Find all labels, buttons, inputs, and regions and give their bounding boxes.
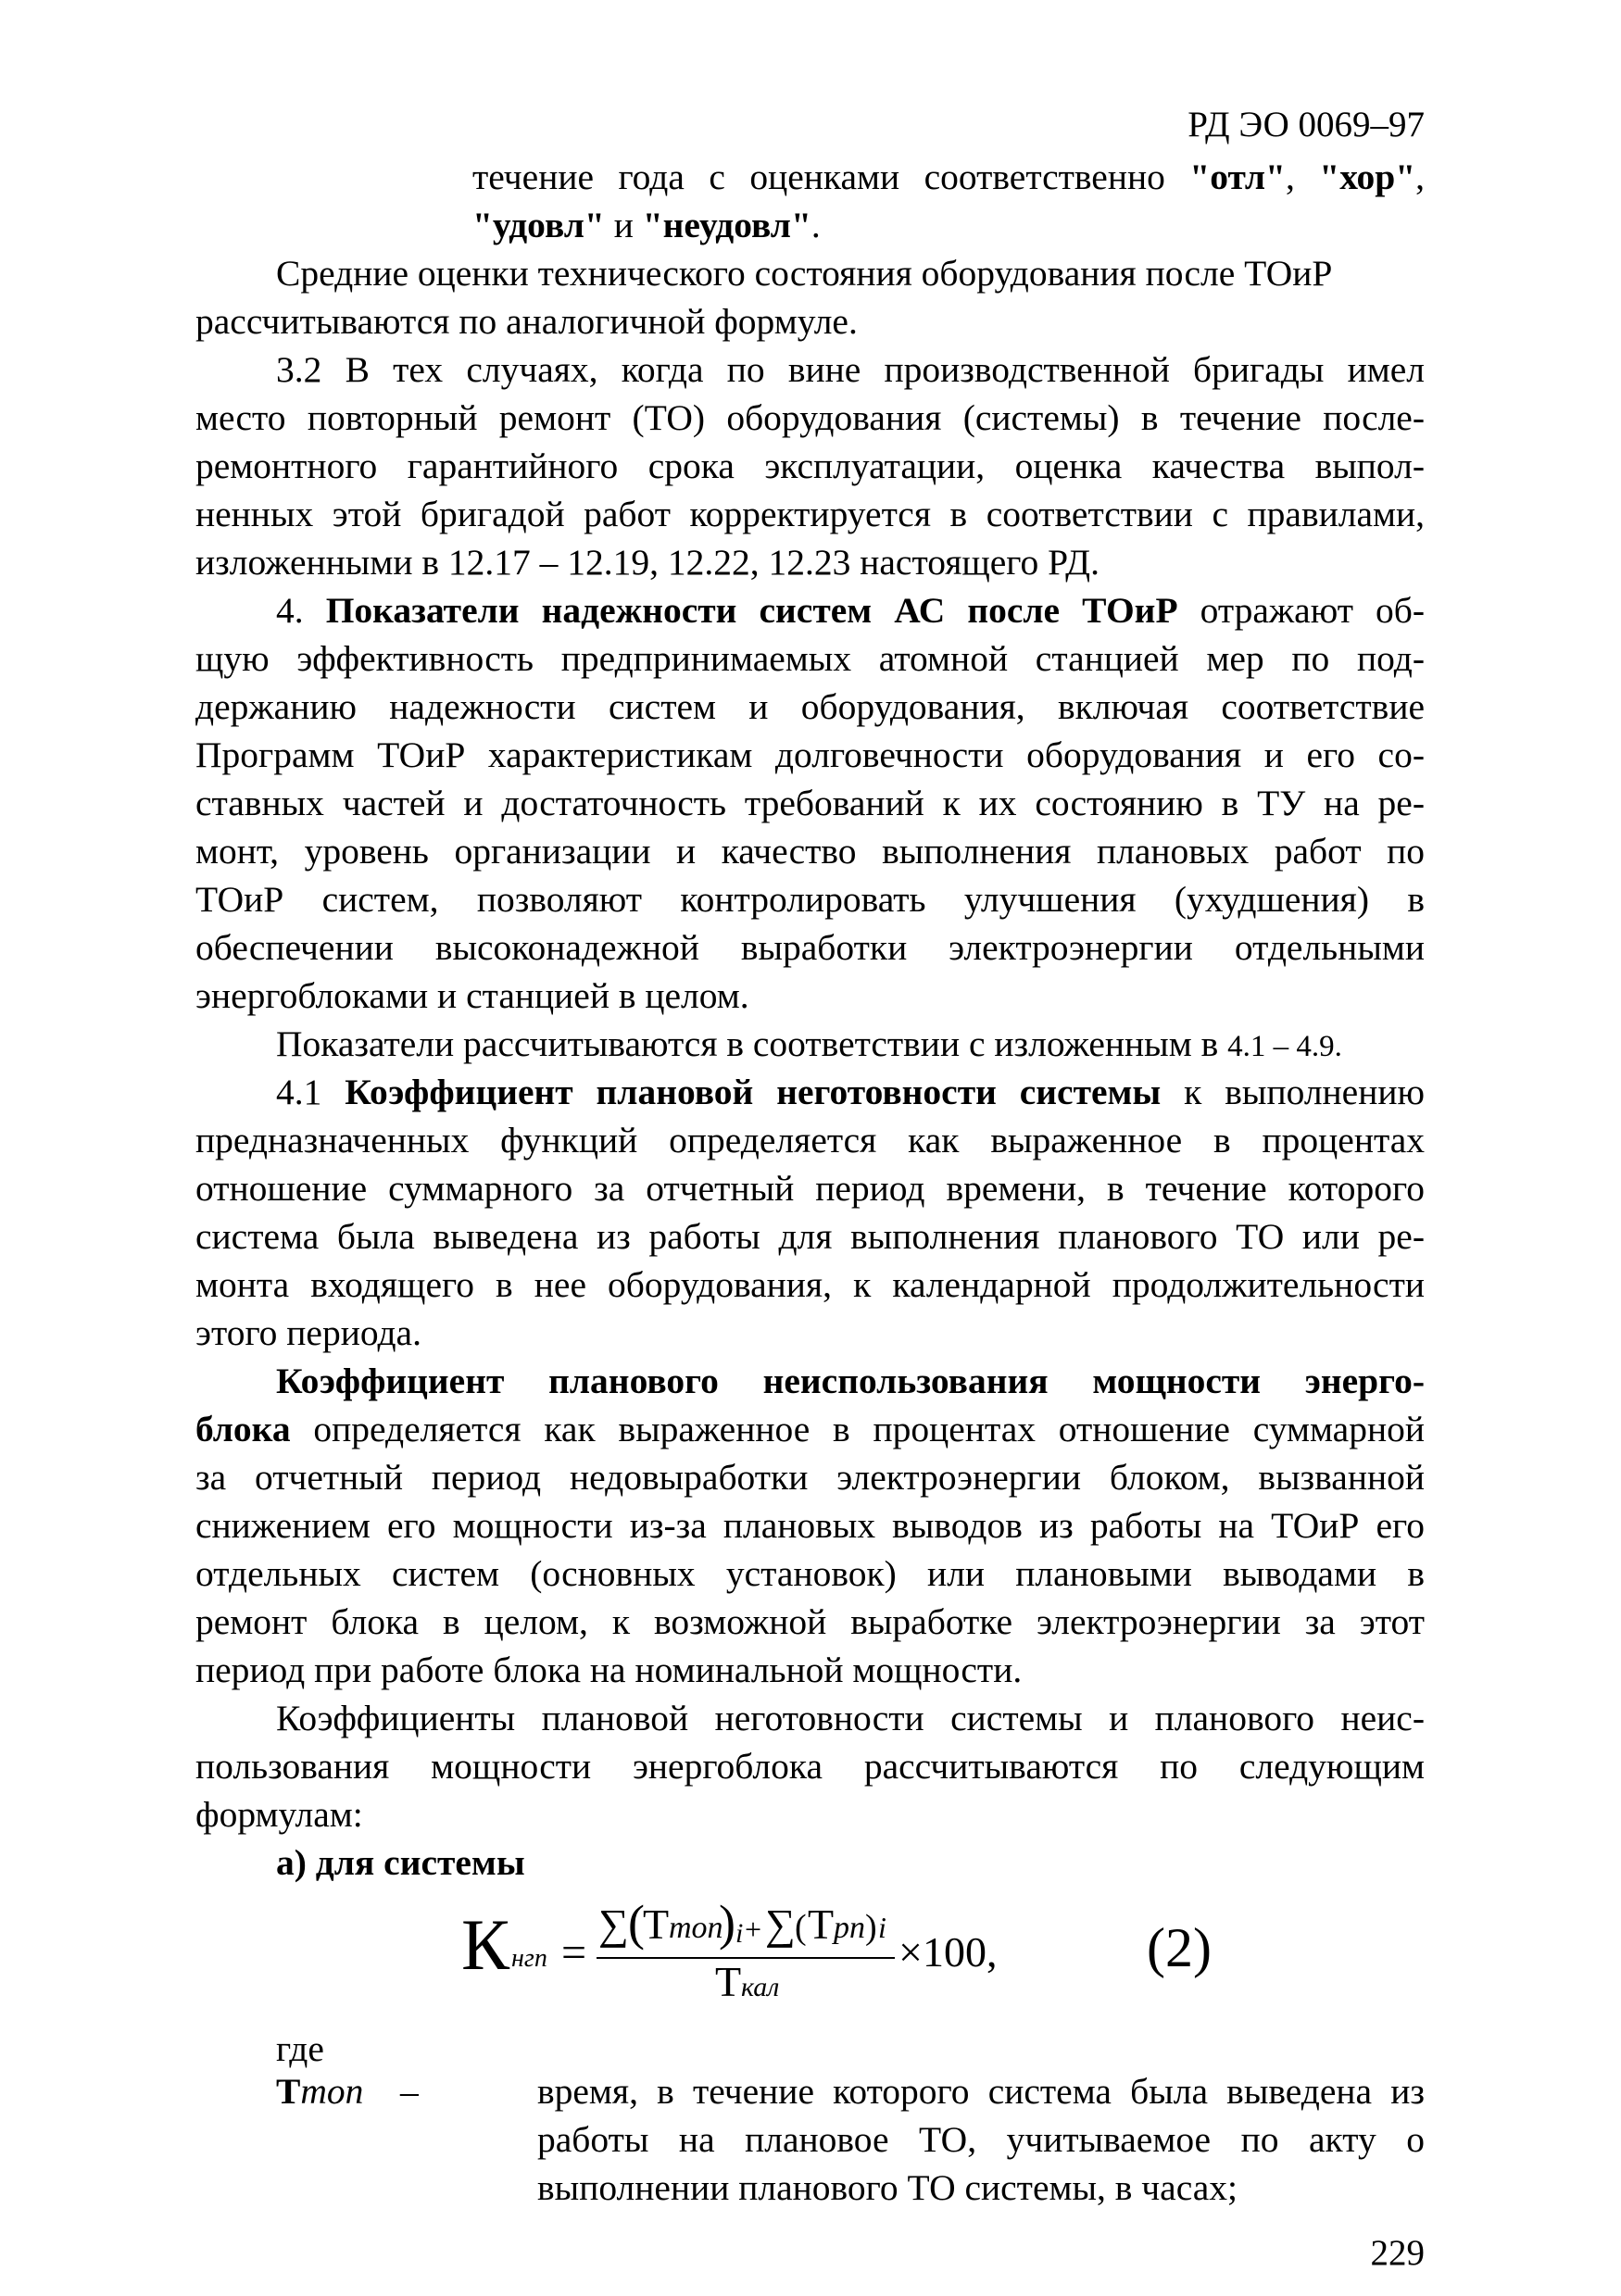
- formula-equals: =: [561, 1928, 587, 1977]
- text-span: и: [604, 205, 643, 245]
- section-reference: 4.1 – 4.9.: [1227, 1030, 1342, 1063]
- paragraph-line: Коэффициенты плановой неготовности системы и планового неис-: [276, 1698, 1425, 1738]
- definition-term: [276, 2067, 363, 2115]
- paragraph-line: ремонтного гарантийного срока эксплуатации, оценка качества выпол-: [195, 445, 1425, 486]
- definition-dash: –: [400, 2071, 419, 2112]
- text-span: ,: [1285, 157, 1320, 197]
- paragraph-line: изложенными в 12.17 – 12.19, 12.22, 12.23 настоящего РД.: [195, 542, 1100, 583]
- section-4-heading-line: [276, 586, 1425, 634]
- formula-T: Т: [808, 1901, 835, 1948]
- paragraph-line: монт, уровень организации и качество выполнения плановых работ по: [195, 831, 1425, 872]
- term-definition: Коэффициент плановой неготовности системы: [345, 1072, 1162, 1112]
- text-span: к выполнению: [1161, 1072, 1425, 1112]
- text-span: ,: [1415, 157, 1425, 197]
- definition-term-subscript: топ: [300, 2071, 364, 2112]
- text-span: определяется как выраженное в процентах отношение суммарной: [290, 1409, 1425, 1449]
- section-title: Показатели надежности систем АС после ТОиР: [325, 590, 1178, 631]
- paragraph-line: ставных частей и достаточность требований к их состоянию в ТУ на ре-: [195, 783, 1425, 823]
- paragraph-line: место повторный ремонт (ТО) оборудования (системы) в течение после-: [195, 397, 1425, 438]
- formula-denominator-subscript: кал: [741, 1972, 780, 2002]
- term-definition: Коэффициент планового неиспользования мощности энерго-: [276, 1361, 1425, 1401]
- formula-sum-1: ∑: [598, 1901, 629, 1948]
- paragraph-line: отношение суммарного за отчетный период времени, в течение которого: [195, 1168, 1425, 1209]
- formula-K: К: [461, 1904, 510, 1985]
- paragraph-line: ТОиР систем, позволяют контролировать улучшения (ухудшения) в: [195, 879, 1425, 920]
- paragraph-line: [276, 1020, 1342, 1071]
- paragraph-line: щую эффективность предпринимаемых атомной станцией мер по под-: [195, 638, 1425, 679]
- section-number: 4.1: [276, 1072, 346, 1112]
- where-label: где: [276, 2028, 324, 2069]
- paragraph-line: 3.2 В тех случаях, когда по вине производственной бригады имел: [276, 349, 1425, 390]
- text-line: [472, 201, 821, 249]
- section-4-1-heading-line: [276, 1068, 1425, 1116]
- paragraph-line: формулам:: [195, 1794, 363, 1835]
- definition-term-T: Т: [276, 2071, 301, 2112]
- paragraph-line: период при работе блока на номинальной мощности.: [195, 1650, 1023, 1690]
- text-line: [472, 153, 1425, 201]
- grade-satisfactory: "удовл": [472, 205, 605, 245]
- paragraph-line: снижением его мощности из-за плановых выводов из работы на ТОиР его: [195, 1505, 1425, 1546]
- section-number: 4.: [276, 590, 326, 631]
- formula-paren: (: [795, 1908, 807, 1947]
- paragraph-line: за отчетный период недовыработки электроэнергии блоком, вызванной: [195, 1457, 1425, 1498]
- text-span: .: [810, 205, 821, 245]
- formula-paren: (: [628, 1895, 645, 1951]
- formula-top-subscript: топ: [669, 1911, 723, 1945]
- formula-plus: +: [745, 1913, 762, 1946]
- paragraph-line: обеспечении высоконадежной выработки электроэнергии отдельными: [195, 927, 1425, 968]
- term-definition: блока: [195, 1409, 291, 1449]
- paragraph-line: этого периода.: [195, 1312, 421, 1353]
- paragraph-line: ремонт блока в целом, к возможной выработке электроэнергии за этот: [195, 1601, 1425, 1642]
- paragraph-line: рассчитываются по аналогичной формуле.: [195, 301, 858, 342]
- text-span: течение года с оценками соответственно: [472, 157, 1190, 197]
- paragraph-line: Программ ТОиР характеристикам долговечности оборудования и его со-: [195, 734, 1425, 775]
- definition-line: работы на плановое ТО, учитываемое по акту о: [537, 2119, 1425, 2160]
- paragraph-line: предназначенных функций определяется как выраженное в процентах: [195, 1120, 1425, 1161]
- grade-good: "хор": [1319, 157, 1416, 197]
- formula-paren: ): [719, 1895, 735, 1951]
- document-code: РД ЭО 0069–97: [1187, 105, 1425, 144]
- grade-unsatisfactory: "неудовл": [642, 205, 811, 245]
- subheading-text: а) для системы: [276, 1842, 525, 1883]
- paragraph-line: Средние оценки технического состояния оборудования после ТОиР: [276, 253, 1333, 294]
- subheading: [276, 1838, 525, 1887]
- formula-2: [461, 1895, 1295, 2014]
- formula-pn-subscript: рп: [834, 1911, 865, 1945]
- formula-T: Т: [643, 1901, 670, 1948]
- page-number: 229: [1370, 2233, 1425, 2273]
- text-span: Показатели рассчитываются в соответствии с изложенным в: [276, 1023, 1228, 1064]
- paragraph-line: [195, 1405, 1425, 1453]
- formula-sum-2: ∑: [765, 1901, 796, 1948]
- paragraph-line: энергоблоками и станцией в целом.: [195, 975, 749, 1016]
- formula-paren: ): [865, 1908, 877, 1947]
- definition-line: выполнении планового ТО системы, в часах;: [537, 2167, 1238, 2208]
- text-span: отражают об-: [1177, 590, 1426, 631]
- fraction-bar: [597, 1957, 895, 1959]
- formula-K-subscript: нгп: [511, 1944, 547, 1973]
- grade-excellent: "отл": [1189, 157, 1286, 197]
- paragraph-line: ненных этой бригадой работ корректируется в соответствии с правилами,: [195, 494, 1425, 534]
- term-heading-line: [276, 1357, 1425, 1405]
- paragraph-line: система была выведена из работы для выполнения планового ТО или ре-: [195, 1216, 1425, 1257]
- definition-line: время, в течение которого система была выведена из: [537, 2071, 1425, 2112]
- paragraph-line: держанию надежности систем и оборудования, включая соответствие: [195, 686, 1425, 727]
- formula-index-i: i: [878, 1911, 886, 1944]
- formula-T: Т: [715, 1958, 742, 2005]
- formula-number: (2): [1147, 1917, 1212, 1978]
- paragraph-line: пользования мощности энергоблока рассчитываются по следующим: [195, 1746, 1425, 1787]
- paragraph-line: монта входящего в нее оборудования, к календарной продолжительности: [195, 1264, 1425, 1305]
- formula-index-i: i: [735, 1918, 744, 1949]
- paragraph-line: отдельных систем (основных установок) или плановыми выводами в: [195, 1553, 1425, 1594]
- formula-times-100: ×100,: [898, 1928, 998, 1976]
